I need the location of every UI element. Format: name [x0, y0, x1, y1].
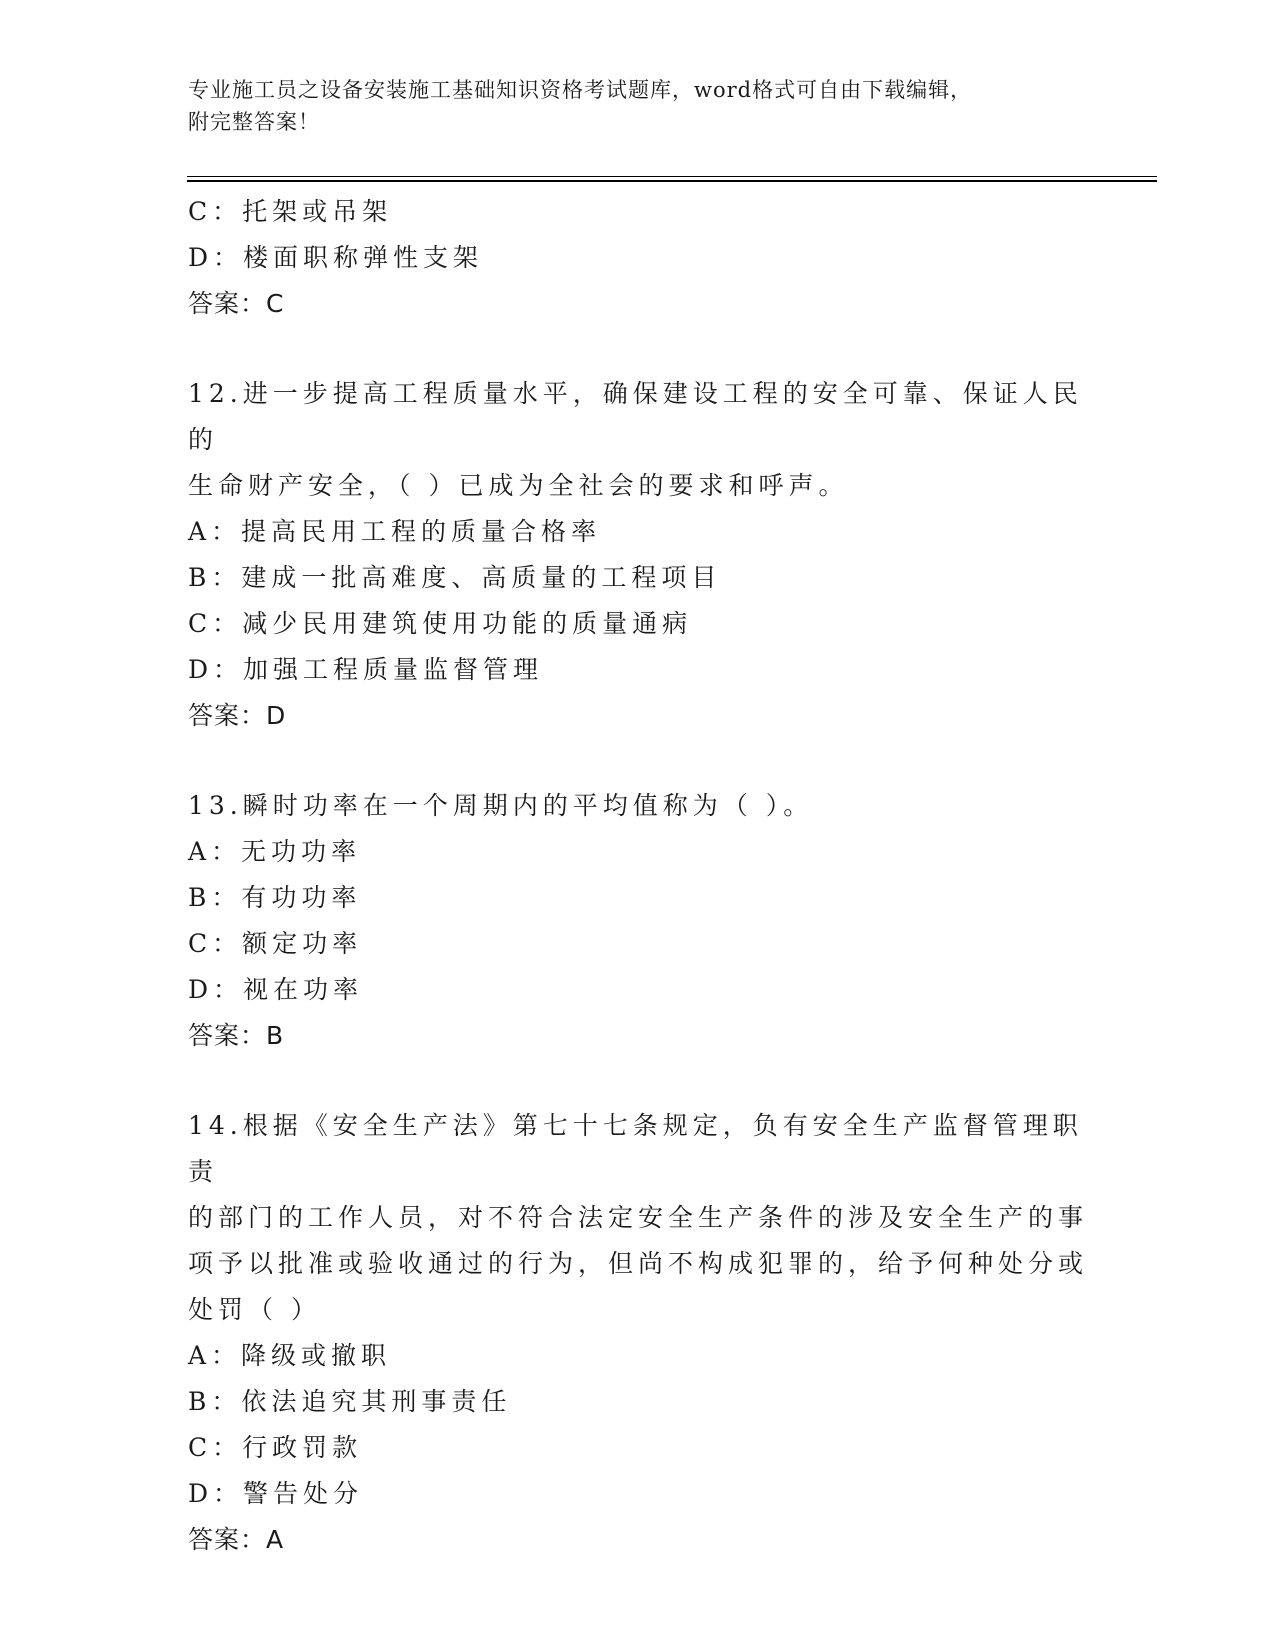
question-text-line: 12.进一步提高工程质量水平，确保建设工程的安全可靠、保证人民的 [188, 379, 1083, 454]
answer-line: 答案：B [188, 1021, 285, 1050]
document-header [188, 74, 1088, 138]
answer-line: 答案：A [188, 1525, 285, 1554]
option-c: C：行政罚款 [188, 1433, 363, 1462]
question-14 [188, 1103, 1088, 1563]
option-c: C：托架或吊架 [188, 197, 393, 226]
question-text-line: 项予以批准或验收通过的行为，但尚不构成犯罪的，给予何种处分或 [188, 1249, 1089, 1278]
header-divider-thick [187, 180, 1157, 182]
answer-line: 答案：D [188, 701, 287, 730]
option-a: A：提高民用工程的质量合格率 [188, 517, 602, 546]
option-c: C：减少民用建筑使用功能的质量通病 [188, 609, 693, 638]
question-text-line: 处罚（ ） [188, 1295, 321, 1324]
option-b: B：依法追究其刑事责任 [188, 1387, 512, 1416]
option-d: D：视在功率 [188, 975, 364, 1004]
option-d: D：加强工程质量监督管理 [188, 655, 544, 684]
header-line-2: 附完整答案！ [188, 110, 320, 134]
question-text-line: 13.瞬时功率在一个周期内的平均值称为（ ）。 [188, 791, 814, 820]
header-line-1: 专业施工员之设备安装施工基础知识资格考试题库，word格式可自由下载编辑， [188, 78, 973, 102]
question-13 [188, 783, 1088, 1059]
option-a: A：降级或撤职 [188, 1341, 392, 1370]
option-a: A：无功功率 [188, 837, 362, 866]
question-12 [188, 371, 1088, 739]
option-b: B：有功功率 [188, 883, 362, 912]
option-b: B：建成一批高难度、高质量的工程项目 [188, 563, 722, 592]
question-11-continued [188, 189, 1088, 327]
option-d: D：警告处分 [188, 1479, 364, 1508]
option-d: D：楼面职称弹性支架 [188, 243, 484, 272]
question-list [188, 189, 1088, 1563]
question-text-line: 生命财产安全，（ ）已成为全社会的要求和呼声。 [188, 471, 849, 500]
answer-line: 答案：C [188, 289, 285, 318]
option-c: C：额定功率 [188, 929, 363, 958]
question-text-line: 的部门的工作人员，对不符合法定安全生产条件的涉及安全生产的事 [188, 1203, 1089, 1232]
header-divider-thin [187, 176, 1157, 177]
question-text-line: 14.根据《安全生产法》第七十七条规定，负有安全生产监督管理职责 [188, 1111, 1083, 1186]
